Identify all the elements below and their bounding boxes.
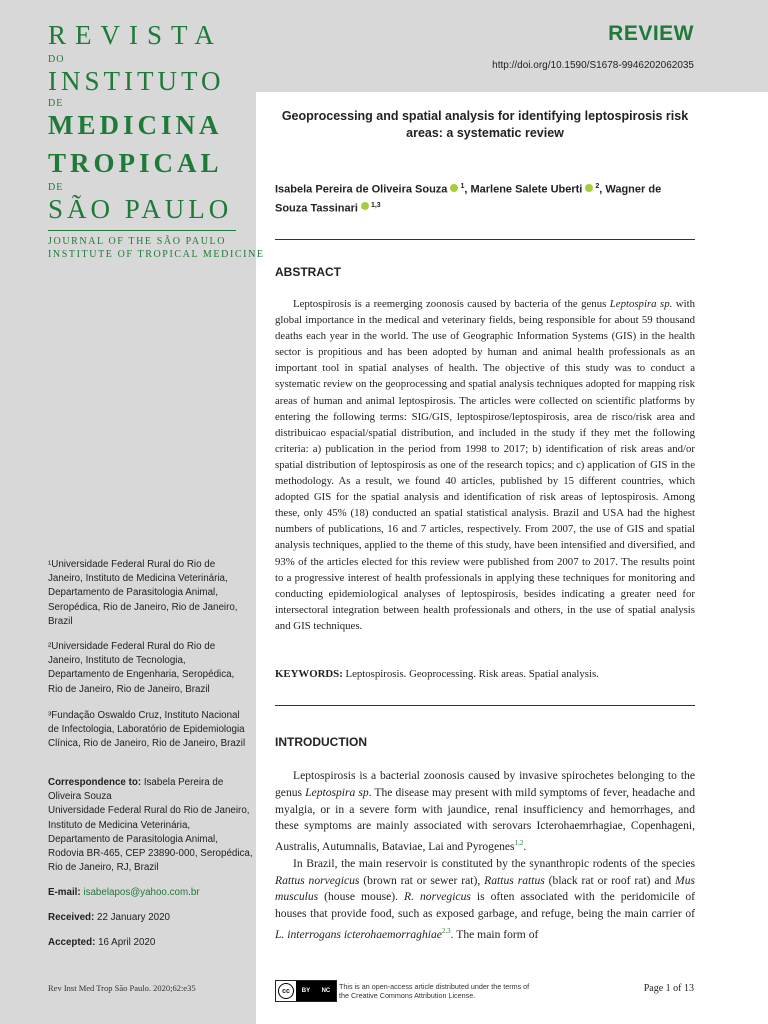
license-text: This is an open-access article distributed under the terms of the Creative Commons Attribution License. [339, 982, 530, 1000]
affiliation-2: ²Universidade Federal Rural do Rio de Janeiro, Instituto de Tecnologia, Departamento de Engenharia, Seropédica, Rio de Janeiro, Rio de Janeiro, Brazil [48, 641, 235, 695]
citation-footer: Rev Inst Med Trop São Paulo. 2020;62:e35 [48, 983, 196, 993]
paragraph [275, 768, 695, 856]
text-run: (black rat or roof rat) and [544, 873, 676, 887]
citation-ref[interactable]: 2,3 [441, 927, 451, 936]
author-affiliation: 1 [460, 183, 465, 190]
journal-subtitle-1: JOURNAL OF THE SÃO PAULO [48, 236, 227, 247]
journal-divider [48, 230, 236, 231]
journal-subtitle-2: INSTITUTE OF TROPICAL MEDICINE [48, 249, 265, 260]
journal-instituto: INSTITUTO [48, 66, 225, 96]
text-run: In Brazil, the main reservoir is constituted by the synanthropic rodents of the species [293, 856, 695, 870]
journal-tropical: TROPICAL [48, 148, 223, 178]
text-run: . [523, 840, 527, 854]
orcid-icon[interactable] [450, 184, 458, 192]
cc-icon: cc [278, 983, 294, 999]
received-date: 22 January 2020 [94, 912, 171, 923]
divider [275, 239, 695, 240]
received-label: Received: [48, 912, 95, 923]
text-italic: Rattus norvegicus [275, 873, 360, 887]
text-run: Leptospirosis is a bacterial zoonosis caused by invasive spirochetes belonging to the genus [275, 769, 695, 799]
page-number: Page 1 of 13 [643, 983, 694, 994]
abstract-text-part: with global importance in the medical and veterinary fields, being responsible for about 59 thousand deaths each year in the world. The use of Geographic Information Systems (GIS) in the health sector is propitious and has been adopted by human and animal health professionals as an important tool in spatial analyses of health. The objective of this study was to conduct a systematic review on the geoprocessing and spatial analysis techniques adopted for mapping risk areas of human and animal leptospirosis. The articles were collected on scientific platforms by entering the following terms: SIG/GIS, leptospirose/leptospirosis, area de risco/risk area and distribuicao espacial/spatial distribution, and included in the study if they met the following criteria: a) publication in the period from 1998 to 2017; b) identification of risk areas and/or spatial distribution of leptospirosis as one of the research topics; and c) application of GIS in the methodology. As a result, we found 40 articles, published by 15 different countries, which adopted GIS for the spatial analysis and identification of risk areas of leptospirosis. Among these, only 45% (18) conducted an spatial statistical analysis. Brazil and USA had the highest numbers of publications, 16 and 7 articles, respectively. From 2007, the use of GIS and spatial analysis techniques, applied to the theme of this study, have been intensified and diversified, and 93% of the articles elected for this review were published from 2007 to 2017. The results point to a progressive interest of health professionals in applying these techniques for monitoring and conducting epidemiological analyses of leptospirosis, besides indicating a greater need for intersectoral integration between health professionals and others, in the use of spatial analysis and GIS techniques. [275, 298, 695, 632]
paragraph [275, 856, 695, 944]
accepted-date: 16 April 2020 [95, 937, 156, 948]
author-name: Isabela Pereira de Oliveira Souza [275, 183, 448, 196]
text-run: . The main form of [450, 927, 539, 941]
citation-ref[interactable]: 1,2 [514, 839, 524, 848]
keywords [275, 668, 695, 680]
journal-do: DO [48, 54, 65, 65]
email-link[interactable]: isabelapos@yahoo.com.br [80, 887, 200, 898]
author-affiliation: 1,3 [370, 201, 381, 209]
keywords-values: Leptospirosis. Geoprocessing. Risk areas. Spatial analysis. [342, 668, 599, 680]
journal-sao-paulo: SÃO PAULO [48, 194, 233, 224]
text-italic: R. norvegicus [404, 890, 471, 904]
correspondence-label: Correspondence to: [48, 777, 142, 788]
journal-revista: REVISTA [48, 20, 223, 50]
cc-nc-icon: NC [321, 988, 331, 994]
cc-license-badge[interactable] [275, 980, 337, 1002]
text-italic: Rattus rattus [484, 873, 545, 887]
affiliation-1: ¹Universidade Federal Rural do Rio de Janeiro, Instituto de Medicina Veterinária, Departamento de Parasitologia Animal, Seropédica, Rio de Janeiro, Rio de Janeiro, Brazil [48, 559, 238, 627]
author-list: Isabela Pereira de Oliveira Souza $^1$, Marlene Salete Uberti $^2$, Wagner de Souza Tassinari $^{1,3}$ [275, 183, 662, 215]
email-label: E-mail: [48, 887, 81, 898]
accepted-row [48, 936, 253, 950]
email-row [48, 886, 253, 900]
received-row [48, 911, 253, 925]
keywords-label: KEYWORDS: [275, 668, 343, 680]
orcid-icon[interactable] [585, 184, 593, 192]
text-run: . The disease may present with mild symptoms of fever, headache and myalgia, or in a severe form with jaundice, renal insufficiency and hemorrhages, and these symptoms are mainly associated with serovars Icterohaemrhagiae, Copenhageni, Australis, Autumnalis, Bataviae, Lai and Pyrogenes [275, 785, 695, 854]
journal-medicina: MEDICINA [48, 110, 223, 140]
accepted-label: Accepted: [48, 937, 96, 948]
text-italic: Leptospira sp [305, 785, 369, 799]
abstract-italic: Leptospira sp. [609, 298, 673, 310]
text-italic: Mus musculus [275, 873, 695, 904]
text-italic: L. interrogans icterohaemorraghiae [275, 927, 442, 941]
text-run: is often associated with the peridomicile of houses that provide food, such as exposed garbage, and refuge, being the main carrier of [275, 890, 695, 921]
orcid-icon[interactable] [361, 202, 369, 210]
introduction-text [275, 768, 695, 944]
text-run: (house mouse). [318, 890, 405, 904]
cc-by-icon: BY [301, 988, 311, 994]
author-name: Wagner de Souza Tassinari [275, 183, 662, 215]
journal-logo [48, 20, 265, 261]
divider [275, 705, 695, 706]
abstract-heading: ABSTRACT [275, 265, 341, 279]
abstract-text [275, 296, 695, 634]
article-title: Geoprocessing and spatial analysis for identifying leptospirosis risk areas: a systematic review [281, 109, 689, 140]
text-run: (brown rat or sewer rat), [359, 873, 485, 887]
abstract-text-part: Leptospirosis is a reemerging zoonosis caused by bacteria of the genus [293, 298, 610, 310]
introduction-heading: INTRODUCTION [275, 735, 367, 749]
correspondence-name: Isabela Pereira de Oliveira Souza [48, 777, 224, 803]
affiliation-3: ³Fundação Oswaldo Cruz, Instituto Nacional de Infectologia, Laboratório de Epidemiologia Clínica, Rio de Janeiro, Rio de Janeiro, Brazil [48, 710, 246, 750]
journal-de-2: DE [48, 182, 64, 193]
correspondence [48, 776, 253, 875]
correspondence-address: Universidade Federal Rural do Rio de Janeiro, Instituto de Medicina Veterinária, Departamento de Parasitologia Animal, Rodovia BR-465, CEP 23890-000, Seropédica, Rio de Janeiro, RJ, Brazil [48, 805, 253, 874]
author-affiliation: 2 [595, 183, 600, 190]
article-type: REVIEW [608, 22, 694, 45]
journal-de: DE [48, 98, 64, 109]
doi-link[interactable]: http://doi.org/10.1590/S1678-9946202062035 [492, 60, 694, 71]
cc-terms [296, 981, 336, 1001]
author-name: Marlene Salete Uberti [470, 183, 583, 196]
header-band [256, 0, 768, 92]
